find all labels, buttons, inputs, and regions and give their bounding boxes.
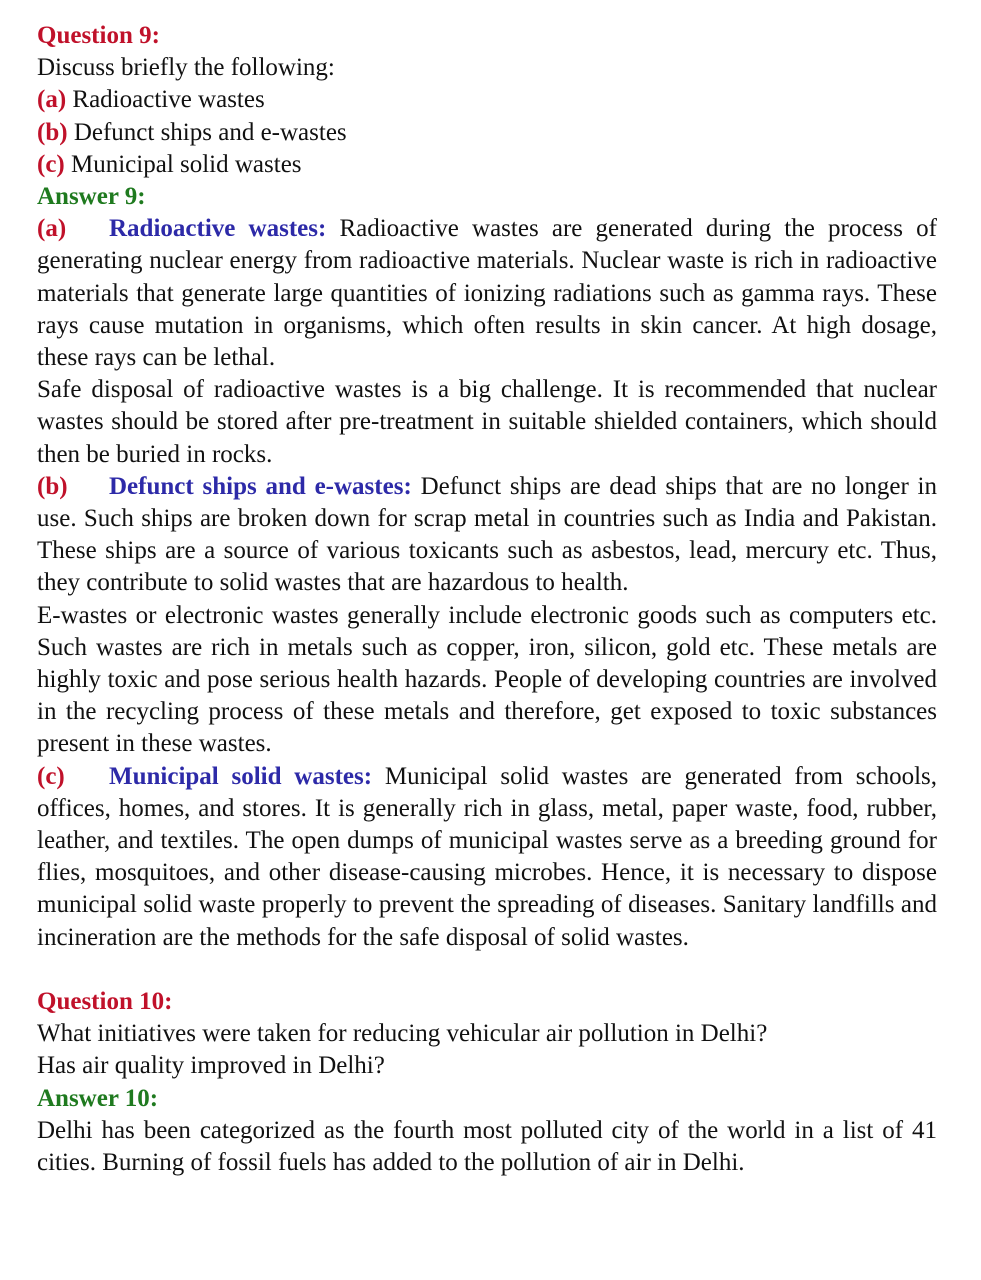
- part-label: (c): [37, 762, 65, 790]
- question-9-item-b: [37, 117, 937, 149]
- answer-9-part-a-continued: Safe disposal of radioactive wastes is a big challenge. It is recommended that nuclear wastes should be stored after pre-treatment in suitable shielded containers, which should then be buried in rocks.: [37, 376, 937, 468]
- answer-10-text: Delhi has been categorized as the fourth most polluted city of the world in a list of 41 cities. Burning of fossil fuels has added to the pollution of air in Delhi.: [37, 1116, 937, 1176]
- question-9-prompt: Discuss briefly the following:: [37, 54, 335, 82]
- item-text: Defunct ships and e-wastes: [73, 118, 347, 146]
- question-10: [37, 986, 937, 1083]
- answer-9: [37, 181, 937, 954]
- part-text: Defunct ships are dead ships that are no longer in use. Such ships are broken down for scrap metal in countries such as India and Pakistan. These ships are a source of various toxicants such as asbestos, lead, mercury etc. Thus, they contribute to solid wastes that are hazardous to health.: [37, 472, 938, 597]
- question-9: [37, 20, 937, 181]
- answer-10: [37, 1083, 937, 1180]
- answer-9-part-b: [37, 471, 937, 600]
- section-spacer: [37, 954, 937, 986]
- answer-9-part-c: [37, 761, 937, 954]
- answer-10-heading: Answer 10:: [37, 1084, 159, 1112]
- question-9-item-a: [37, 84, 937, 116]
- part-term: Defunct ships and e-wastes:: [109, 472, 412, 500]
- item-text: Municipal solid wastes: [71, 150, 302, 178]
- question-10-line-2: Has air quality improved in Delhi?: [37, 1052, 385, 1080]
- answer-9-part-a: [37, 213, 937, 374]
- question-10-line-1: What initiatives were taken for reducing vehicular air pollution in Delhi?: [37, 1020, 768, 1048]
- question-9-item-c: [37, 149, 937, 181]
- part-term: Radioactive wastes:: [109, 215, 327, 243]
- item-label: (a): [37, 86, 67, 114]
- question-9-heading: Question 9:: [37, 22, 160, 49]
- item-label: (c): [37, 150, 65, 178]
- part-label: (a): [37, 215, 67, 243]
- item-text: Radioactive wastes: [72, 86, 265, 114]
- item-label: (b): [37, 118, 68, 146]
- part-text: Radioactive wastes are generated during the process of generating nuclear energy from radioactive materials. Nuclear waste is rich in radioactive materials that generate large quantities of ionizing radiations such as gamma rays. These rays cause mutation in organisms, which often results in skin cancer. At high dosage, these rays can be lethal.: [37, 215, 937, 372]
- answer-9-part-b-continued: E-wastes or electronic wastes generally include electronic goods such as computers etc. Such wastes are rich in metals such as copper, iron, silicon, gold etc. These metals are highly toxic and pose serious health hazards. People of developing countries are involved in the recycling process of these metals and therefore, get exposed to toxic substances present in these wastes.: [37, 601, 937, 758]
- part-label: (b): [37, 472, 68, 500]
- part-text: Municipal solid wastes are generated from schools, offices, homes, and stores. It is generally rich in glass, metal, paper waste, food, rubber, leather, and textiles. The open dumps of municipal wastes serve as a breeding ground for flies, mosquitoes, and other disease-causing microbes. Hence, it is necessary to dispose municipal solid waste properly to prevent the spreading of diseases. Sanitary landfills and incineration are the methods for the safe disposal of solid wastes.: [37, 762, 937, 951]
- answer-9-heading: Answer 9:: [37, 183, 146, 211]
- question-10-heading: Question 10:: [37, 987, 173, 1015]
- part-term: Municipal solid wastes:: [109, 762, 373, 790]
